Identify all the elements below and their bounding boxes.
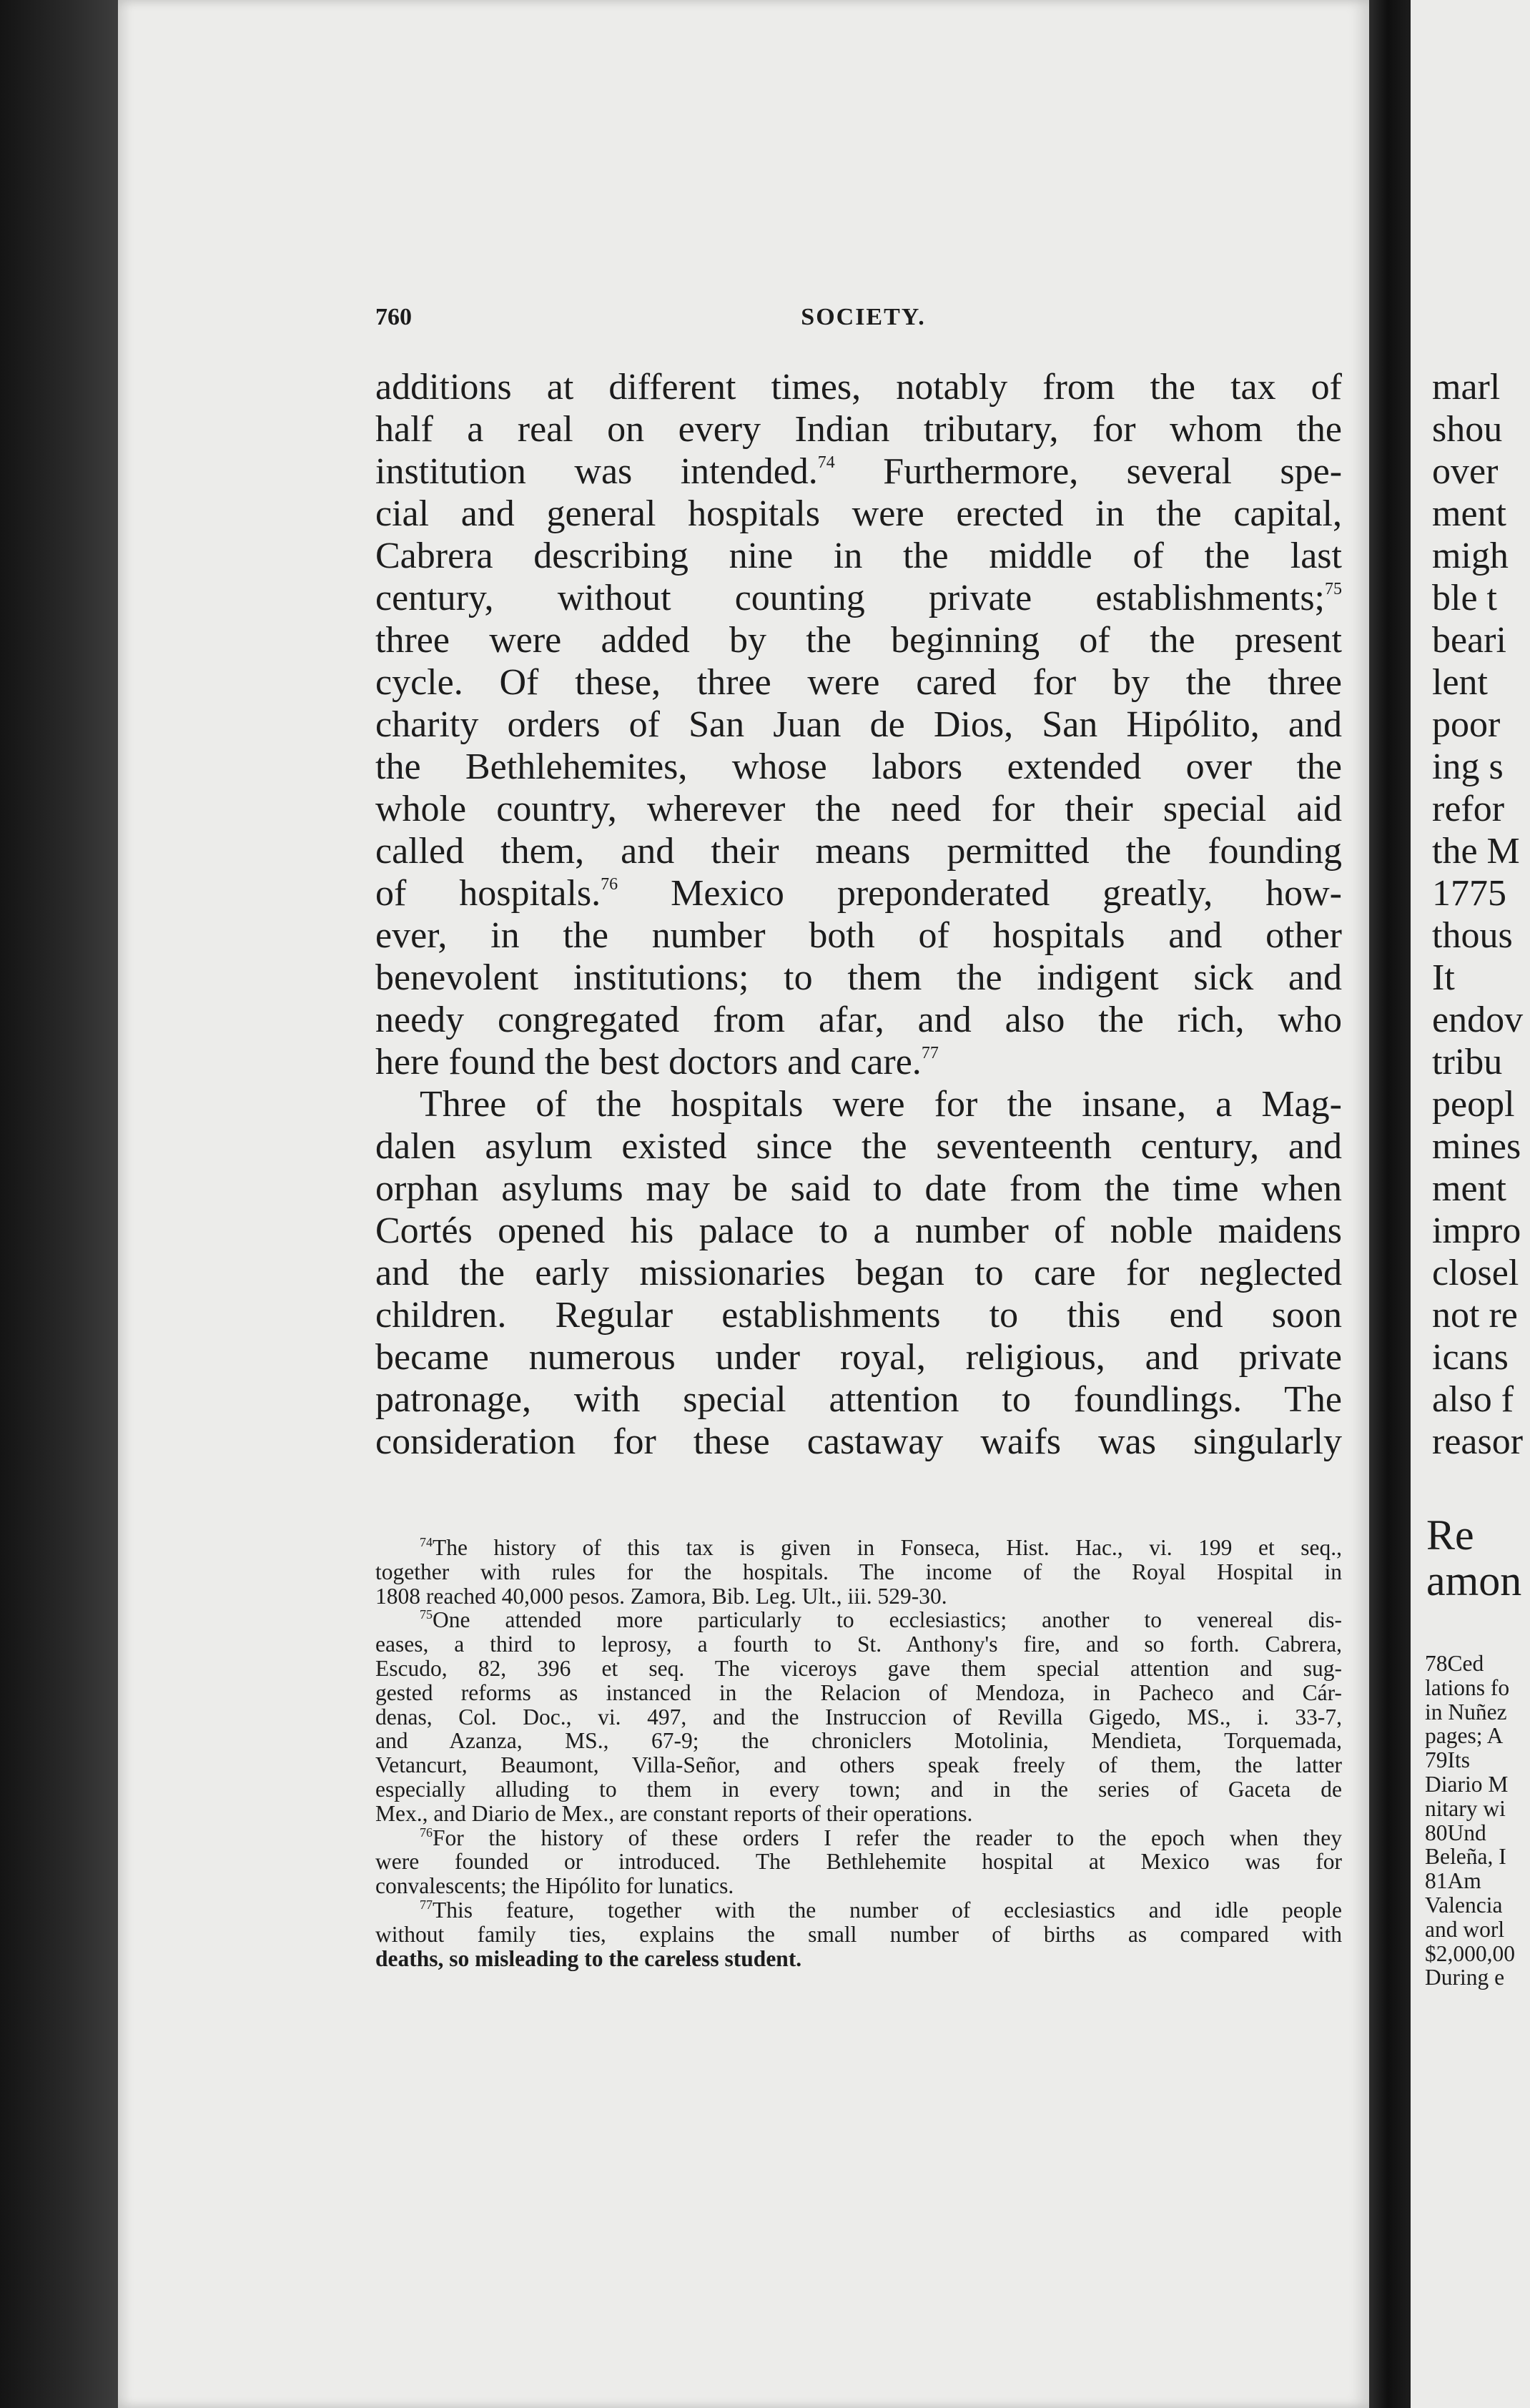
- footnote-line: were founded or introduced. The Bethlehemite hospital at Mexico was for: [375, 1849, 1342, 1875]
- text-fragment: mines: [1432, 1126, 1521, 1167]
- note-fragment: $2,000,00: [1425, 1940, 1515, 1966]
- text-fragment: tribu: [1432, 1042, 1503, 1082]
- text-fragment: ing s: [1432, 746, 1504, 787]
- text-fragment: the M: [1432, 831, 1520, 872]
- text-line: institution was intended.$^{74}$ Furthermore, several spe-: [375, 451, 1343, 492]
- text-line: charity orders of San Juan de Dios, San Hipólito, and: [375, 704, 1342, 745]
- footnote-line: $^{74}$The history of this tax is given in Fonseca, Hist. Hac., vi. 199 et seq.,: [420, 1535, 1342, 1560]
- text-fragment: not re: [1432, 1295, 1518, 1336]
- text-fragment: closel: [1432, 1253, 1519, 1293]
- heading-fragment: Re: [1426, 1511, 1474, 1559]
- footnote-line: denas, Col. Doc., vi. 497, and the Instruccion of Revilla Gigedo, MS., i. 33-7,: [375, 1704, 1342, 1729]
- footnote-line: eases, a third to leprosy, a fourth to St. Anthony's fire, and so forth. Cabrera,: [375, 1632, 1342, 1657]
- text-fragment: ment: [1432, 1168, 1506, 1209]
- footnote-mark: 76: [420, 1825, 433, 1840]
- text-line: ever, in the number both of hospitals and other: [375, 915, 1342, 956]
- text-line: Cortés opened his palace to a number of noble maidens: [375, 1210, 1342, 1251]
- text-line: of hospitals.$^{76}$ Mexico preponderated greatly, how-: [375, 873, 1343, 914]
- adjacent-page-fragment: [1411, 0, 1530, 2408]
- footnote-mark: 77: [420, 1897, 433, 1912]
- footnote-ref[interactable]: 74: [817, 453, 835, 472]
- text-fragment: beari: [1432, 620, 1506, 661]
- footnote-line: especially alluding to them in every town; and in the series of Gaceta de: [375, 1776, 1342, 1802]
- text-line: whole country, wherever the need for their special aid: [375, 789, 1342, 829]
- text-line: Cabrera describing nine in the middle of the last: [375, 536, 1342, 576]
- text-line: century, without counting private establishments;$^{75}$: [375, 578, 1342, 618]
- footnote-line: deaths, so misleading to the careless student.: [375, 1945, 802, 1971]
- footnote-line: $^{76}$For the history of these orders I refer the reader to the epoch when they: [420, 1825, 1342, 1850]
- text-line: additions at different times, notably from the tax of: [375, 367, 1342, 408]
- note-fragment: and worl: [1425, 1916, 1505, 1942]
- text-line: Three of the hospitals were for the insane, a Mag-: [420, 1084, 1342, 1125]
- text-fragment: over: [1432, 451, 1499, 492]
- note-fragment: Valencia: [1425, 1892, 1503, 1918]
- text-fragment: poor: [1432, 704, 1501, 745]
- text-fragment: icans: [1432, 1337, 1509, 1378]
- footnote-line: 1808 reached 40,000 pesos. Zamora, Bib. Leg. Ult., iii. 529-30.: [375, 1583, 947, 1609]
- footnote-line: $^{77}$This feature, together with the number of ecclesiastics and idle people: [420, 1897, 1342, 1923]
- note-fragment: 81Am: [1425, 1868, 1481, 1894]
- text-line: children. Regular establishments to this end soon: [375, 1295, 1342, 1336]
- text-line: and the early missionaries began to care for neglected: [375, 1253, 1342, 1293]
- text-line: dalen asylum existed since the seventeenth century, and: [375, 1126, 1342, 1167]
- text-line: patronage, with special attention to foundlings. The: [375, 1379, 1342, 1420]
- scan-left-edge: [0, 0, 118, 2408]
- note-fragment: Diario M: [1425, 1771, 1509, 1797]
- footnote-line: and Azanza, MS., 67-9; the chroniclers Motolinia, Mendieta, Torquemada,: [375, 1728, 1342, 1754]
- text-fragment: migh: [1432, 536, 1509, 576]
- page-gutter-shadow: [1369, 0, 1411, 2408]
- note-fragment: 80Und: [1425, 1820, 1486, 1845]
- footnote-line: without family ties, explains the small number of births as compared with: [375, 1921, 1342, 1947]
- note-fragment: in Nuñez: [1425, 1699, 1507, 1724]
- note-fragment: 79Its: [1425, 1747, 1470, 1773]
- footnote-line: Mex., and Diario de Mex., are constant reports of their operations.: [375, 1800, 973, 1826]
- text-line: became numerous under royal, religious, and private: [375, 1337, 1342, 1378]
- adjacent-heading: [1426, 1512, 1521, 1604]
- adjacent-footnotes: [1425, 1652, 1515, 1990]
- footnote-mark: 75: [420, 1607, 433, 1622]
- text-fragment: thous: [1432, 915, 1513, 956]
- text-line: here found the best doctors and care.$^{77}$: [375, 1042, 939, 1082]
- text-line: cial and general hospitals were erected in the capital,: [375, 493, 1342, 534]
- footnote-mark: 74: [420, 1535, 433, 1549]
- running-title: SOCIETY.: [801, 304, 926, 330]
- text-line: the Bethlehemites, whose labors extended over the: [375, 746, 1342, 787]
- footnote-line: Vetancurt, Beaumont, Villa-Señor, and others speak freely of them, the latter: [375, 1752, 1342, 1778]
- note-fragment: pages; A: [1425, 1723, 1504, 1749]
- text-line: three were added by the beginning of the present: [375, 620, 1342, 661]
- text-fragment: also f: [1432, 1379, 1514, 1420]
- note-fragment: Beleña, I: [1425, 1844, 1506, 1870]
- text-fragment: marl: [1432, 367, 1501, 408]
- text-fragment: endov: [1432, 1000, 1524, 1040]
- text-fragment: reasor: [1432, 1421, 1524, 1462]
- text-line: called them, and their means permitted the founding: [375, 831, 1342, 872]
- heading-fragment: amon: [1426, 1557, 1522, 1604]
- text-fragment: refor: [1432, 789, 1505, 829]
- footnote-ref[interactable]: 75: [1325, 580, 1342, 598]
- note-fragment: nitary wi: [1425, 1795, 1506, 1821]
- text-fragment: ment: [1432, 493, 1506, 534]
- note-fragment: During e: [1425, 1965, 1505, 1990]
- page-number: 760: [375, 304, 412, 330]
- text-fragment: impro: [1432, 1210, 1521, 1251]
- footnote-line: convalescents; the Hipólito for lunatics.: [375, 1873, 734, 1899]
- text-fragment: shou: [1432, 409, 1503, 450]
- text-line: benevolent institutions; to them the indigent sick and: [375, 957, 1342, 998]
- text-line: cycle. Of these, three were cared for by the three: [375, 662, 1342, 703]
- footnote-line: $^{75}$One attended more particularly to ecclesiastics; another to venereal dis-: [420, 1607, 1342, 1633]
- page-header: [375, 304, 1351, 340]
- note-fragment: lations fo: [1425, 1674, 1510, 1700]
- text-line: consideration for these castaway waifs was singularly: [375, 1421, 1342, 1462]
- text-fragment: lent: [1432, 662, 1488, 703]
- footnote-ref[interactable]: 77: [921, 1044, 939, 1062]
- text-line: half a real on every Indian tributary, for whom the: [375, 409, 1342, 450]
- footnote-line: Escudo, 82, 396 et seq. The viceroys gave them special attention and sug-: [375, 1655, 1342, 1681]
- footnote-line: gested reforms as instanced in the Relacion of Mendoza, in Pacheco and Cár-: [375, 1679, 1342, 1705]
- text-fragment: 1775: [1432, 873, 1506, 914]
- footnotes: [375, 1536, 1342, 1970]
- text-fragment: It: [1432, 957, 1455, 998]
- text-fragment: ble t: [1432, 578, 1497, 618]
- footnote-ref[interactable]: 76: [601, 875, 618, 894]
- text-line: needy congregated from afar, and also the rich, who: [375, 1000, 1342, 1040]
- text-line: orphan asylums may be said to date from the time when: [375, 1168, 1342, 1209]
- adjacent-body-text: [1432, 366, 1523, 1463]
- note-fragment: 78Ced: [1425, 1651, 1484, 1676]
- main-text: [375, 366, 1342, 1463]
- footnote-line: together with rules for the hospitals. The income of the Royal Hospital in: [375, 1559, 1342, 1584]
- text-fragment: peopl: [1432, 1084, 1515, 1125]
